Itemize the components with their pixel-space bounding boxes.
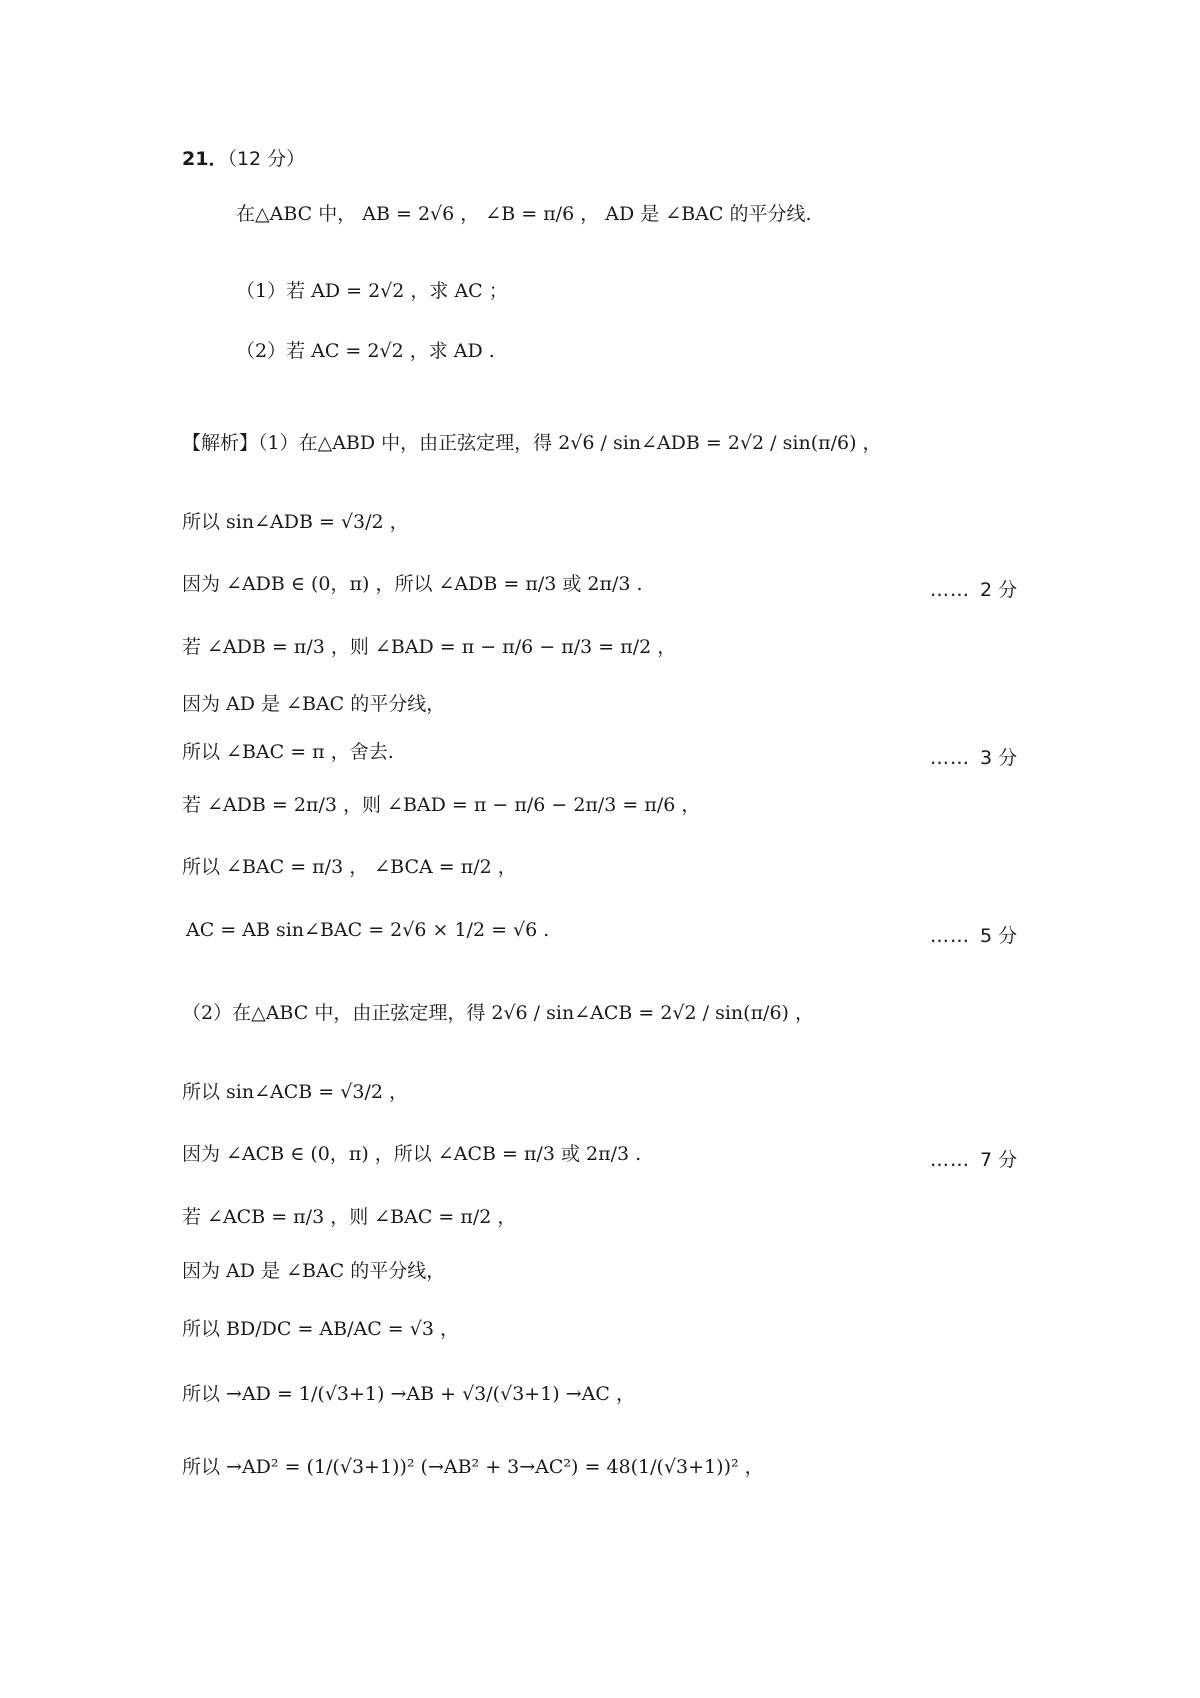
score-mark-4 [930,1145,1017,1172]
score-mark-3 [930,921,1017,948]
score-mark-1 [930,575,1017,602]
solution-line-7: 若 ∠ADB = 2π/3 ，则 ∠BAD = π − π/6 − 2π/3 = π/6 ， [182,794,701,816]
solution-line-15: 所以 BD/DC = AB/AC = √3 ， [182,1318,459,1340]
question-points: （12 分） [227,148,306,170]
score-value: 2 分 [980,579,1018,601]
score-value: 5 分 [980,925,1018,947]
solution-line-1: 【解析】（1）在△ABD 中，由正弦定理，得 2√6 / sin∠ADB = 2√2 / sin(π/6) ， [182,432,882,454]
score-dots: …… [930,1149,970,1171]
solution-line-17: 所以 →AD² = (1/(√3+1))² (→AB² + 3→AC²) = 48(1/(√3+1))² ， [182,1456,764,1478]
score-dots: …… [930,747,970,769]
score-dots: …… [930,579,970,601]
score-mark-2 [930,743,1017,770]
solution-line-13: 若 ∠ACB = π/3 ，则 ∠BAC = π/2 ， [182,1206,517,1228]
solution-line-5: 因为 AD 是 ∠BAC 的平分线， [182,693,446,715]
solution-line-14: 因为 AD 是 ∠BAC 的平分线， [182,1260,446,1282]
solution-line-2: 所以 sin∠ADB = √3/2 ， [182,511,409,533]
solution-line-16: 所以 →AD = 1/(√3+1) →AB + √3/(√3+1) →AC ， [182,1383,635,1405]
solution-line-12: 因为 ∠ACB ∈ (0，π) ，所以 ∠ACB = π/3 或 2π/3 . [182,1143,642,1165]
solution-line-8: 所以 ∠BAC = π/3 ， ∠BCA = π/2 ， [182,856,517,878]
question-stem: 在△ABC 中， AB = 2√6 ， ∠B = π/6 ， AD 是 ∠BAC 的平分线. [236,203,812,225]
solution-line-6: 所以 ∠BAC = π ，舍去. [182,741,394,763]
solution-line-9: AC = AB sin∠BAC = 2√6 × 1/2 = √6 . [186,919,550,941]
score-value: 7 分 [980,1149,1018,1171]
solution-line-10: （2）在△ABC 中，由正弦定理，得 2√6 / sin∠ACB = 2√2 / sin(π/6) ， [182,1002,814,1024]
solution-line-3: 因为 ∠ADB ∈ (0，π) ，所以 ∠ADB = π/3 或 2π/3 . [182,573,643,595]
question-number: 21． [182,148,228,170]
score-value: 3 分 [980,747,1018,769]
question-header [182,150,305,169]
score-dots: …… [930,925,970,947]
solution-line-4: 若 ∠ADB = π/3 ，则 ∠BAD = π − π/6 − π/3 = π/2 ， [182,636,677,658]
solution-line-11: 所以 sin∠ACB = √3/2 ， [182,1081,408,1103]
question-part1: （1）若 AD = 2√2 ，求 AC ； [236,280,508,302]
question-part2: （2）若 AC = 2√2 ，求 AD . [236,340,495,362]
